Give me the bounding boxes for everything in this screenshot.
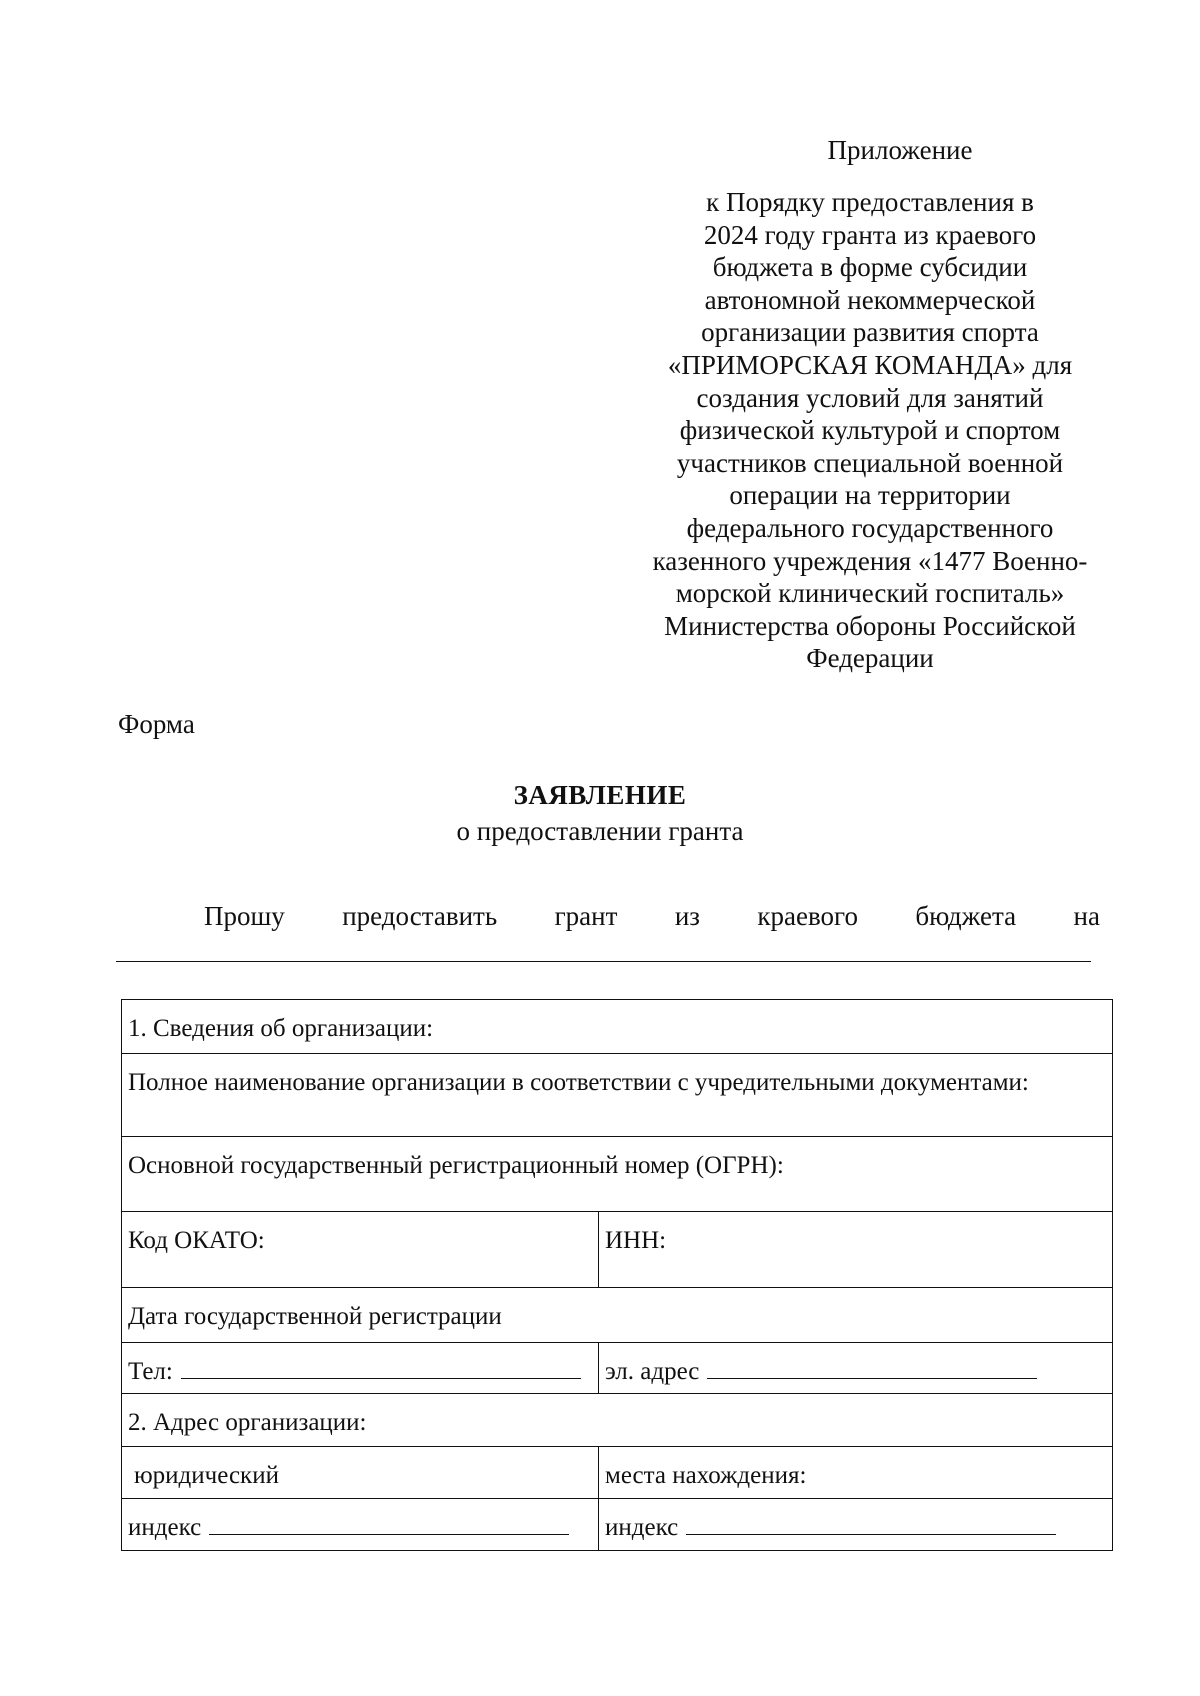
appendix-line: казенного учреждения «1477 Военно- bbox=[652, 545, 1088, 576]
phone-label: Тел: bbox=[128, 1358, 173, 1385]
email-blank[interactable] bbox=[707, 1358, 1037, 1379]
appendix-line: морской клинический госпиталь» bbox=[675, 578, 1065, 609]
appendix-line: федерального государственного bbox=[686, 512, 1054, 543]
request-sentence bbox=[204, 900, 1100, 932]
phone-cell[interactable] bbox=[122, 1343, 599, 1394]
table-row bbox=[122, 1054, 1113, 1137]
ogrn-cell[interactable] bbox=[122, 1137, 1113, 1212]
document-subtitle: о предоставлении гранта bbox=[456, 816, 744, 846]
appendix-line: «ПРИМОРСКАЯ КОМАНДА» для bbox=[667, 349, 1073, 380]
legal-index-cell[interactable] bbox=[122, 1499, 599, 1551]
legal-index-row bbox=[128, 1499, 592, 1543]
location-label: места нахождения: bbox=[605, 1462, 807, 1489]
legal-index-label: индекс bbox=[128, 1514, 202, 1541]
request-word: краевого bbox=[757, 901, 858, 931]
request-word: предоставить bbox=[342, 901, 498, 931]
appendix-line: автономной некоммерческой bbox=[704, 284, 1036, 315]
section1-header: 1. Сведения об организации: bbox=[128, 1015, 434, 1042]
location-index-label: индекс bbox=[605, 1514, 679, 1541]
location-index-blank[interactable] bbox=[686, 1514, 1056, 1535]
table-row bbox=[122, 1394, 1113, 1447]
section2-header: 2. Адрес организации: bbox=[128, 1409, 367, 1436]
organization-info-table bbox=[121, 999, 1113, 1551]
form-label: Форма bbox=[118, 709, 195, 739]
appendix-line: Федерации bbox=[806, 643, 934, 674]
ogrn-label: Основной государственный регистрационный номер (ОГРН): bbox=[128, 1152, 784, 1179]
reg-date-cell[interactable] bbox=[122, 1288, 1113, 1343]
request-word: на bbox=[1073, 901, 1100, 931]
appendix-line: создания условий для занятий bbox=[696, 382, 1044, 413]
appendix-line: Министерства обороны Российской bbox=[664, 610, 1076, 641]
inn-cell[interactable] bbox=[599, 1212, 1113, 1288]
legal-address-cell bbox=[122, 1447, 599, 1499]
legal-index-blank[interactable] bbox=[209, 1514, 569, 1535]
request-word: из bbox=[674, 901, 700, 931]
appendix-description bbox=[630, 186, 1110, 675]
location-index-cell[interactable] bbox=[599, 1499, 1113, 1551]
phone-row bbox=[128, 1343, 592, 1387]
okato-label: Код ОКАТО: bbox=[128, 1227, 265, 1254]
appendix-line: к Порядку предоставления в bbox=[706, 187, 1034, 217]
document-title: ЗАЯВЛЕНИЕ bbox=[513, 780, 687, 810]
table-row bbox=[122, 1499, 1113, 1551]
email-cell[interactable] bbox=[599, 1343, 1113, 1394]
full-name-cell[interactable] bbox=[122, 1054, 1113, 1137]
section2-header-cell bbox=[122, 1394, 1113, 1447]
section1-header-cell bbox=[122, 1000, 1113, 1054]
legal-label: юридический bbox=[134, 1462, 279, 1489]
appendix-line: физической культурой и спортом bbox=[679, 415, 1061, 446]
email-label: эл. адрес bbox=[605, 1358, 700, 1385]
inn-label: ИНН: bbox=[605, 1227, 667, 1254]
appendix-line: бюджета в форме субсидии bbox=[712, 252, 1028, 283]
request-word: грант bbox=[554, 901, 618, 931]
grant-purpose-blank[interactable] bbox=[116, 961, 1091, 962]
appendix-line: организации развития спорта bbox=[701, 317, 1039, 348]
table-row bbox=[122, 1447, 1113, 1499]
table-row bbox=[122, 1212, 1113, 1288]
appendix-line: участников специальной военной bbox=[676, 447, 1064, 478]
request-word: Прошу bbox=[204, 901, 285, 931]
location-index-row bbox=[605, 1499, 1106, 1543]
request-word: бюджета bbox=[915, 901, 1017, 931]
okato-cell[interactable] bbox=[122, 1212, 599, 1288]
full-name-label: Полное наименование организации в соответствии с учредительными документами: bbox=[128, 1069, 1029, 1096]
appendix-title: Приложение bbox=[827, 135, 973, 165]
table-row bbox=[122, 1343, 1113, 1394]
table-row bbox=[122, 1137, 1113, 1212]
location-address-cell bbox=[599, 1447, 1113, 1499]
phone-blank[interactable] bbox=[181, 1358, 581, 1379]
email-row bbox=[605, 1343, 1106, 1387]
table-row bbox=[122, 1000, 1113, 1054]
appendix-line: 2024 году гранта из краевого bbox=[703, 219, 1037, 250]
table-row bbox=[122, 1288, 1113, 1343]
reg-date-label: Дата государственной регистрации bbox=[128, 1303, 502, 1330]
appendix-line: операции на территории bbox=[729, 480, 1011, 511]
